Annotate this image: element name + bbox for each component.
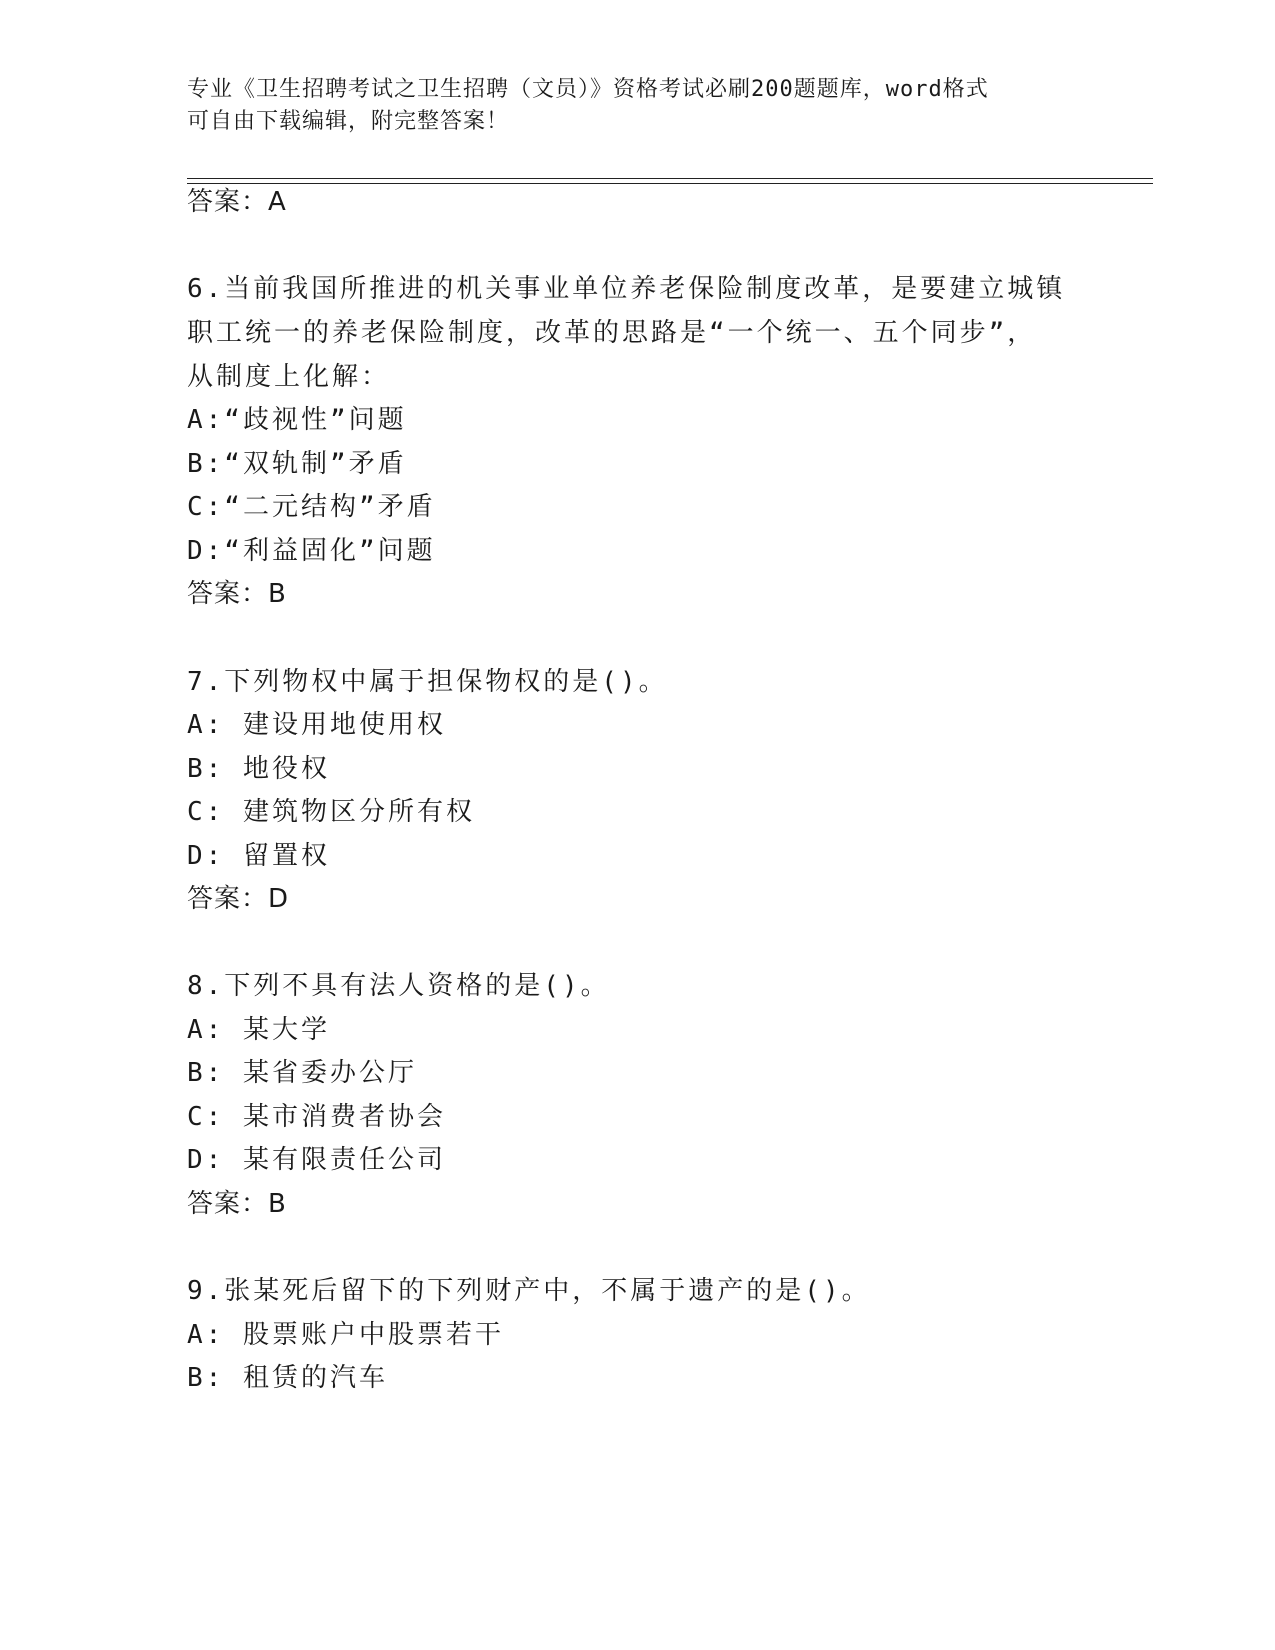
- q8-option-d: D: 某有限责任公司: [187, 1145, 446, 1175]
- header-line-2: 可自由下载编辑，附完整答案！: [187, 109, 510, 134]
- header-line-1: 专业《卫生招聘考试之卫生招聘（文员）》资格考试必刷200题题库，word格式: [187, 77, 989, 102]
- header-rule-bottom: [187, 183, 1153, 184]
- q7-option-b: B: 地役权: [187, 754, 330, 784]
- previous-answer: 答案：A: [187, 187, 287, 217]
- q6-stem-line-2: 职工统一的养老保险制度，改革的思路是“一个统一、五个同步”，: [187, 318, 1037, 348]
- q8-option-c: C: 某市消费者协会: [187, 1102, 446, 1132]
- q7-stem: 7.下列物权中属于担保物权的是()。: [187, 667, 668, 697]
- q8-option-b: B: 某省委办公厅: [187, 1058, 417, 1088]
- q7-option-a: A: 建设用地使用权: [187, 710, 446, 740]
- document-header: [187, 74, 1067, 138]
- q7-option-c: C: 建筑物区分所有权: [187, 797, 475, 827]
- q8-stem: 8.下列不具有法人资格的是()。: [187, 971, 610, 1001]
- q6-answer: 答案：B: [187, 579, 287, 609]
- q8-answer: 答案：B: [187, 1189, 287, 1219]
- q6-option-a: A:“歧视性”问题: [187, 405, 407, 435]
- q6-option-d: D:“利益固化”问题: [187, 536, 436, 566]
- header-rule-top: [187, 178, 1153, 179]
- q9-stem: 9.张某死后留下的下列财产中，不属于遗产的是()。: [187, 1276, 871, 1306]
- q9-option-a: A: 股票账户中股票若干: [187, 1320, 504, 1350]
- q6-option-b: B:“双轨制”矛盾: [187, 449, 407, 479]
- q9-option-b: B: 租赁的汽车: [187, 1363, 388, 1393]
- q8-option-a: A: 某大学: [187, 1015, 330, 1045]
- q7-answer: 答案：D: [187, 884, 290, 914]
- q6-option-c: C:“二元结构”矛盾: [187, 492, 436, 522]
- q6-stem-line-3: 从制度上化解：: [187, 362, 391, 392]
- q7-option-d: D: 留置权: [187, 841, 330, 871]
- q6-stem-line-1: 6.当前我国所推进的机关事业单位养老保险制度改革，是要建立城镇: [187, 274, 1066, 304]
